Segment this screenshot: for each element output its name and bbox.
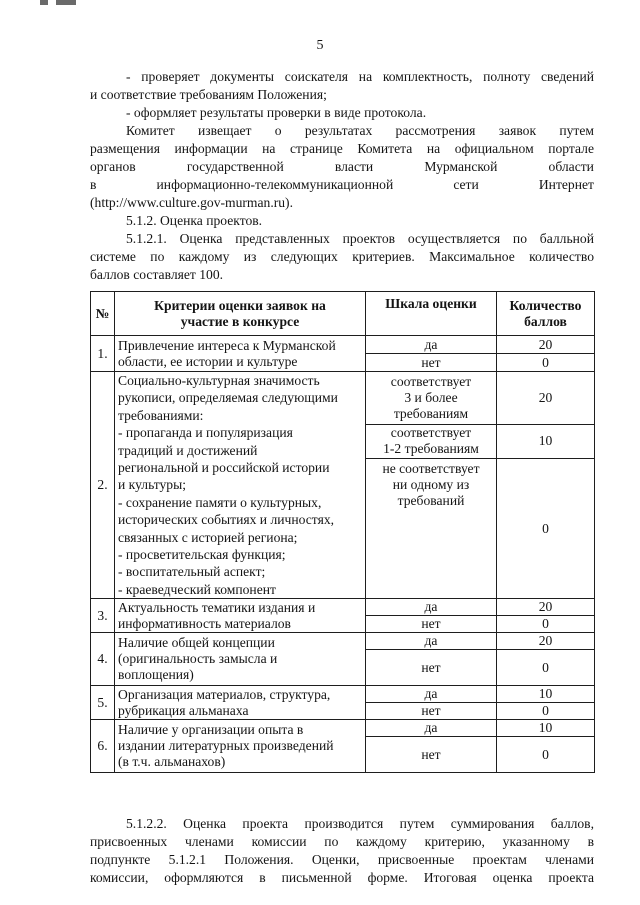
score-cell: 20 xyxy=(497,633,595,650)
scale-cell: да xyxy=(366,336,497,354)
criterion-line: (оригинальность замысла и xyxy=(118,651,278,667)
scale-line: не соответствует xyxy=(382,460,480,476)
para-5-1-2-2-line-3: подпункте 5.1.2.1 Положения. Оценки, присвоенные проектам членами xyxy=(90,852,594,867)
header-score-line: Количество xyxy=(509,297,582,313)
score-cell: 20 xyxy=(497,372,595,425)
table-row xyxy=(91,599,595,616)
scale-cell: нет xyxy=(366,616,497,633)
criterion-line: информативность материалов xyxy=(118,615,291,631)
scale-cell xyxy=(366,458,497,598)
scale-cell: нет xyxy=(366,737,497,773)
scale-cell: нет xyxy=(366,650,497,686)
criterion-line: рубрикация альманаха xyxy=(118,702,249,718)
score-cell: 20 xyxy=(497,336,595,354)
committee-para-line-3 xyxy=(90,158,594,176)
scale-line: требований xyxy=(397,492,465,508)
criterion-line: Социально-культурная значимость xyxy=(118,373,320,388)
outro-text xyxy=(90,815,594,887)
score-cell: 0 xyxy=(497,616,595,633)
word: власти xyxy=(334,159,374,174)
criterion-line: издании литературных произведений xyxy=(118,738,334,754)
criterion-line: воплощения) xyxy=(118,667,194,683)
scale-cell xyxy=(366,372,497,425)
committee-para-line-4 xyxy=(90,176,594,194)
row-number: 4. xyxy=(91,633,115,686)
criterion-cell xyxy=(115,720,366,773)
para-5-1-2-1-line-1: 5.1.2.1. Оценка представленных проектов осуществляется по балльной xyxy=(126,231,594,246)
intro-item-1-line-2: и соответствие требованиям Положения; xyxy=(90,87,327,102)
word: сети xyxy=(453,177,479,192)
table-row xyxy=(91,336,595,354)
criterion-cell xyxy=(115,336,366,372)
table-header-row xyxy=(91,292,595,336)
intro-item-1-line-1: - проверяет документы соискателя на комплектность, полноту сведений xyxy=(126,69,594,84)
row-number: 6. xyxy=(91,720,115,773)
score-cell: 10 xyxy=(497,686,595,703)
criterion-line: традиций и достижений xyxy=(118,442,258,458)
criterion-cell xyxy=(115,372,366,599)
header-scale: Шкала оценки xyxy=(366,292,497,336)
scale-cell xyxy=(366,424,497,458)
scale-cell: да xyxy=(366,633,497,650)
word: государственной xyxy=(186,159,284,174)
row-number: 1. xyxy=(91,336,115,372)
criteria-table xyxy=(90,291,595,773)
committee-para-line-5: (http://www.culture.gov-murman.ru). xyxy=(90,195,293,210)
word: Мурманской xyxy=(424,159,498,174)
scale-line: 1-2 требованиям xyxy=(383,441,479,457)
para-5-1-2-2-line-2: присвоенных членами комиссии по каждому критерию, указанному в xyxy=(90,834,594,849)
criterion-cell xyxy=(115,633,366,686)
scale-cell: нет xyxy=(366,703,497,720)
scale-cell: да xyxy=(366,720,497,737)
table-row xyxy=(91,720,595,737)
scale-line: ни одному из xyxy=(392,476,470,492)
scale-line: 3 и более xyxy=(404,389,458,405)
committee-para-line-2: размещения информации на странице Комитета на официальном портале xyxy=(90,141,594,156)
row-number: 5. xyxy=(91,686,115,720)
score-cell: 10 xyxy=(497,424,595,458)
criterion-line: области, ее истории и культуре xyxy=(118,353,298,369)
score-cell: 20 xyxy=(497,599,595,616)
criterion-line: (в т.ч. альманахов) xyxy=(118,754,226,770)
para-5-1-2-1-line-2: системе по каждому из следующих критериев. Максимальное количество xyxy=(90,249,594,264)
scan-edge-mark xyxy=(40,0,76,6)
criterion-line: и культуры; xyxy=(118,477,187,493)
score-cell: 0 xyxy=(497,737,595,773)
header-criteria-line: Критерии оценки заявок на xyxy=(154,297,326,313)
word: области xyxy=(548,159,594,174)
criterion-line: связанных с историей региона; xyxy=(118,529,298,545)
table-row xyxy=(91,633,595,650)
intro-item-2: - оформляет результаты проверки в виде протокола. xyxy=(126,105,427,120)
criterion-line: Актуальность тематики издания и xyxy=(118,599,316,615)
word: информационно-телекоммуникационной xyxy=(156,177,394,192)
header-criteria xyxy=(115,292,366,336)
criterion-line: - воспитательный аспект; xyxy=(118,564,266,580)
criterion-line: Организация материалов, структура, xyxy=(118,686,331,702)
para-5-1-2-2-line-1: 5.1.2.2. Оценка проекта производится путем суммирования баллов, xyxy=(126,816,594,831)
committee-para-line-1: Комитет извещает о результатах рассмотрения заявок путем xyxy=(126,123,594,138)
criterion-line: исторических событиях и личностях, xyxy=(118,512,335,528)
row-number: 2. xyxy=(91,372,115,599)
criterion-line: Наличие у организации опыта в xyxy=(118,722,304,738)
section-heading-5-1-2: 5.1.2. Оценка проектов. xyxy=(126,213,263,228)
score-cell: 0 xyxy=(497,703,595,720)
header-score xyxy=(497,292,595,336)
criterion-line: - просветительская функция; xyxy=(118,547,286,563)
criterion-line: рукописи, определяемая следующими xyxy=(118,390,338,406)
header-score-line: баллов xyxy=(524,313,567,329)
para-5-1-2-2-line-4: комиссии, оформляются в письменной форме. Итоговая оценка проекта xyxy=(90,870,594,885)
criterion-line: требованиями: xyxy=(118,407,204,423)
criterion-line: - пропаганда и популяризация xyxy=(118,425,293,441)
table-row xyxy=(91,686,595,703)
table-row xyxy=(91,372,595,425)
para-5-1-2-1-line-3: баллов составляет 100. xyxy=(90,267,224,282)
scale-cell: да xyxy=(366,686,497,703)
intro-text xyxy=(90,68,594,284)
header-num: № xyxy=(91,292,115,336)
criterion-line: Наличие общей концепции xyxy=(118,635,275,651)
score-cell: 0 xyxy=(497,354,595,372)
scale-line: требованиям xyxy=(393,405,469,421)
row-number: 3. xyxy=(91,599,115,633)
scale-cell: нет xyxy=(366,354,497,372)
word: Интернет xyxy=(538,177,594,192)
scale-line: соответствует xyxy=(390,373,472,389)
header-criteria-line: участие в конкурсе xyxy=(180,313,300,329)
criterion-line: - сохранение памяти о культурных, xyxy=(118,494,322,510)
scale-cell: да xyxy=(366,599,497,616)
criterion-line: региональной и российской истории xyxy=(118,460,330,476)
criterion-cell xyxy=(115,686,366,720)
criterion-cell xyxy=(115,599,366,633)
word: органов xyxy=(90,159,136,174)
score-cell: 0 xyxy=(497,650,595,686)
criterion-line: Привлечение интереса к Мурманской xyxy=(118,337,336,353)
score-cell: 0 xyxy=(497,458,595,598)
word: в xyxy=(90,177,97,192)
page-number: 5 xyxy=(316,38,324,53)
score-cell: 10 xyxy=(497,720,595,737)
scale-line: соответствует xyxy=(390,425,472,441)
criterion-line: - краеведческий компонент xyxy=(118,581,276,597)
